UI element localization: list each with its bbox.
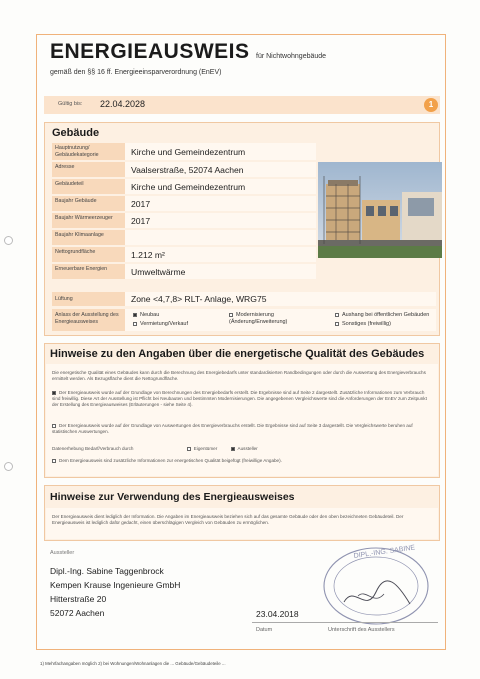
page-title: ENERGIEAUSWEIS [50,40,250,63]
checkbox-icon [187,447,191,451]
row-label: Gebäudeteil [52,179,125,194]
issuance-reason-options [125,309,436,331]
building-row [52,264,316,279]
issuer-label: Aussteller [50,550,75,556]
row-value: Zone <4,7,8> RLT- Anlage, WRG75 [125,292,436,306]
row-label: Nettogrundfläche [52,247,125,262]
option-aushang[interactable]: Aushang bei öffentlichen Gebäuden [335,312,429,318]
row-label: Baujahr Gebäude [52,196,125,211]
checkbox-checked-icon [52,391,56,395]
row-label: Adresse [52,162,125,177]
signature-date: 23.04.2018 [256,609,299,619]
row-value [125,230,316,245]
quality-notes-intro: Die energetische Qualität eines Gebäudes kann durch die Berechnung des Energiebedarfs unter standardisierten Randbedingungen oder durch die Auswertung des Energieverbrauchs ermittelt werden. Als Bezugsfläche dient die Nettogrundfläche. [52,370,426,382]
checkbox-icon[interactable] [229,313,233,317]
row-value: Kirche und Gemeindezentrum [125,179,316,194]
row-label: Erneuerbare Energien [52,264,125,279]
svg-text:DIPL.-ING. SABINE: DIPL.-ING. SABINE [353,544,416,560]
signature-label: Unterschrift des Ausstellers [328,627,395,633]
usage-notes-text: Der Energieausweis dient lediglich der Information. Die Angaben im Energieausweis beziehen sich auf das gesamte Gebäude oder den oben bezeichneten Gebäudeteil. Der Energieausweis ist lediglich dafür gedacht, einen überschlägigen Vergleich von Gebäuden zu ermöglichen. [52,514,404,526]
official-stamp-icon [314,544,432,630]
row-value: Kirche und Gemeindezentrum [125,143,316,160]
footnote: 1) Mehrfachangaben möglich 2) bei Wohnungen/Wohnanlagen die ... Gebäude/Gebäudeteile ... [40,661,226,666]
building-row [52,247,316,262]
row-label: Baujahr Klimaanlage [52,230,125,245]
issuer-street: Hitterstraße 20 [50,594,107,604]
issuer-company: Kempen Krause Ingenieure GmbH [50,580,181,590]
date-label: Datum [256,627,273,633]
option-sonstiges[interactable]: Sonstiges (freiwillig) [335,321,391,327]
building-row [52,196,316,211]
option-vermietung[interactable]: Vermietung/Verkauf [133,321,188,327]
row-value: 2017 [125,196,316,211]
data-collection-line: Datenerhebung Bedarf/Verbrauch durch Eigentümer Aussteller [52,446,258,451]
issuance-reason-label: Anlass der Ausstellung des Energieausweises [52,309,125,331]
checkbox-icon[interactable] [335,322,339,326]
quality-option-verbrauch: Der Energieausweis wurde auf der Grundlage von Auswertungen des Energieverbrauchs erstellt. Die Ergebnisse sind auf Seite 3 dargestellt. Die Vergleichswerte beruhen auf statistischen Auswertungen. [52,423,413,434]
building-data-grid [52,143,316,281]
punch-hole-icon [4,236,13,245]
row-value: 1.212 m² [125,247,316,262]
checkbox-icon[interactable] [133,322,137,326]
row-label: Baujahr Wärmeerzeuger [52,213,125,228]
validity-date: 22.04.2028 [100,99,146,109]
row-value: Umweltwärme [125,264,316,279]
row-label: Lüftung [52,292,125,306]
building-row [52,179,316,194]
building-photo [318,162,442,258]
option-modernisierung[interactable]: Modernisierung (Änderung/Erweiterung) [229,312,288,325]
page-number-badge: 1 [424,98,438,112]
row-value: 2017 [125,213,316,228]
checkbox-icon [52,459,56,463]
issuer-name: Dipl.-Ing. Sabine Taggenbrock [50,566,164,576]
punch-hole-icon [4,462,13,471]
signature-line [252,622,438,623]
building-section-title: Gebäude [52,127,100,139]
building-row [52,230,316,245]
checkbox-icon[interactable] [335,313,339,317]
checkbox-checked-icon[interactable] [133,313,137,317]
option-neubau[interactable]: Neubau [133,312,159,318]
issuance-reason-row [52,309,436,331]
checkbox-icon [52,424,56,428]
building-row [52,143,316,160]
ventilation-row [52,292,436,306]
row-label: Hauptnutzung/ Gebäudekategorie [52,143,125,160]
validity-label: Gültig bis: [58,101,83,107]
title-subtitle: für Nichtwohngebäude [256,53,327,60]
quality-option-bedarf: Der Energieausweis wurde auf der Grundlage von Berechnungen des Energiebedarfs erstellt. Die Ergebnisse sind auf Seite 2 dargestellt. Zusätzliche Informationen zum Verbrauch sind freiwillig. Diese Art der Ausstellung ist Pflicht bei Neubauten und bestimmten Modernisierungen. Die angegebenen Vergleichswerte sind die Anforderungen der EnEV zum Zeitpunkt der Erstellung des Energieausweises (Erläuterungen - siehe Seite 4). [52,390,427,407]
building-row [52,213,316,228]
row-value: Vaalserstraße, 52074 Aachen [125,162,316,177]
quality-notes-title: Hinweise zu den Angaben über die energetische Qualität des Gebäudes [50,348,425,360]
building-photo-image [318,162,442,258]
usage-notes-title: Hinweise zur Verwendung des Energieausweises [50,491,295,503]
building-row [52,162,316,177]
additional-info-line: Dem Energieausweis sind zusätzliche Informationen zur energetischen Qualität beigefügt (freiwillige Angabe). [52,458,432,464]
regulation-line: gemäß den §§ 16 ff. Energieeinsparverordnung (EnEV) [50,69,222,76]
checkbox-checked-icon [231,447,235,451]
issuer-city: 52072 Aachen [50,608,105,618]
